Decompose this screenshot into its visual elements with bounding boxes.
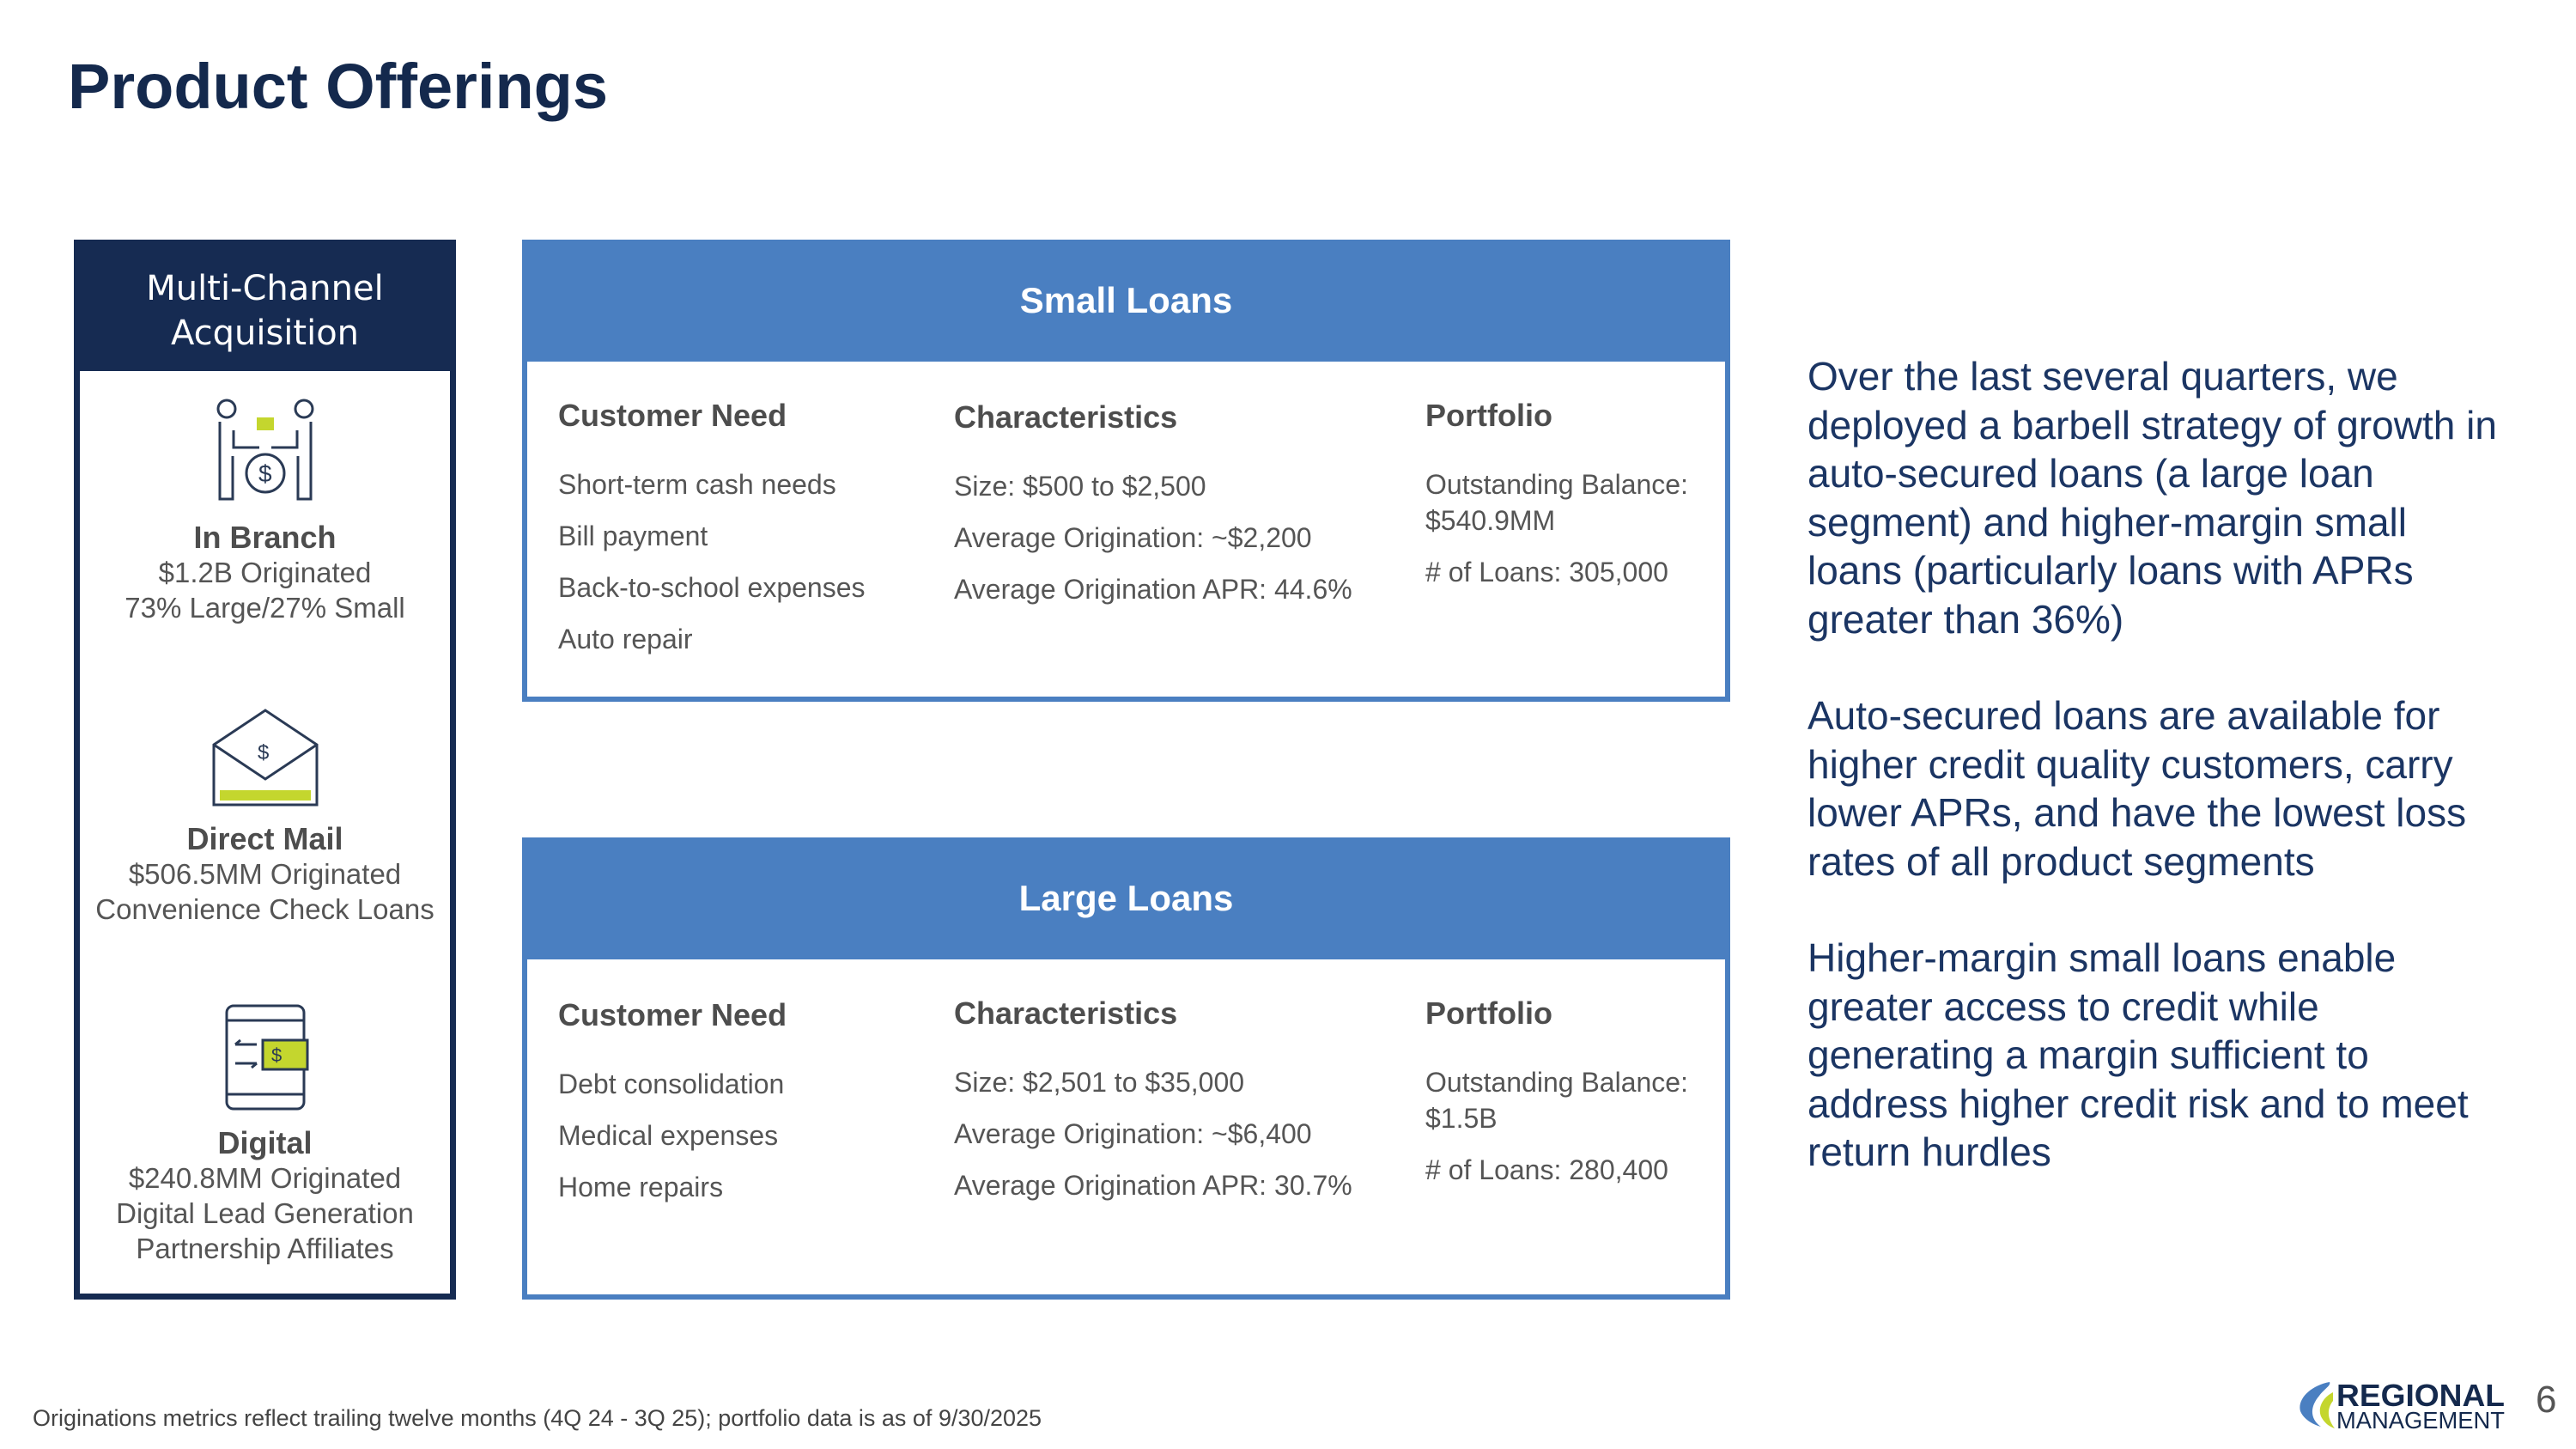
characteristics-column: Characteristics Size: $500 to $2,500 Average Origination: ~$2,200 Average Origination APR: 44.6% [954,399,1352,605]
customer-need-column: Customer Need Short-term cash needs Bill payment Back-to-school expenses Auto repair [558,398,866,654]
card-title: Small Loans [522,240,1730,362]
portfolio-column: Portfolio Outstanding Balance: $540.9MM # of Loans: 305,000 [1425,398,1688,588]
svg-text:$: $ [270,1044,282,1066]
channel-name: Digital [217,1125,313,1160]
customer-need-column: Customer Need Debt consolidation Medical expenses Home repairs [558,997,787,1202]
multi-channel-panel [74,240,456,1300]
footnote: Originations metrics reflect trailing twelve months (4Q 24 - 3Q 25); portfolio data is as of 9/30/2025 [33,1405,1042,1431]
channel-name: In Branch [193,520,337,555]
channel-direct-mail: $ Direct Mail $506.5MM Originated Convenience Check Loans [80,706,450,927]
phone-transfer-icon [210,1002,321,1113]
svg-text:REGIONAL: REGIONAL [2336,1378,2505,1413]
panel-header: Multi-Channel Acquisition [80,246,450,371]
portfolio-column: Portfolio Outstanding Balance: $1.5B # of Loans: 280,400 [1425,995,1688,1185]
characteristics-column: Characteristics Size: $2,501 to $35,000 Average Origination: ~$6,400 Average Origination APR: 30.7% [954,995,1352,1201]
regional-management-logo [2295,1377,2510,1432]
channel-digital: $ Digital $240.8MM Originated Digital Lead Generation Partnership Affiliates [80,1002,450,1266]
svg-text:MANAGEMENT: MANAGEMENT [2336,1407,2505,1432]
large-loans-card [522,837,1730,1300]
channel-name: Direct Mail [186,821,343,856]
small-loans-card [522,240,1730,702]
svg-text:$: $ [257,741,269,764]
page-number: 6 [2536,1379,2557,1421]
page-title: Product Offerings [68,51,609,122]
svg-text:$: $ [258,460,272,487]
channel-in-branch: $ In Branch $1.2B Originated 73% Large/27% Small [80,396,450,625]
commentary-paragraph: Auto-secured loans are available for higher credit quality customers, carry lower APRs, and have the lowest loss rates of all product segments [1807,693,2467,884]
handshake-money-icon [210,396,321,508]
card-title: Large Loans [522,837,1730,959]
commentary [1807,352,2512,1225]
commentary-paragraph: Over the last several quarters, we deployed a barbell strategy of growth in auto-secured loans (a large loan segment) and higher-margin small loans (particularly loans with APRs greater than 36%) [1807,354,2497,642]
envelope-money-icon [210,706,321,809]
commentary-paragraph: Higher-margin small loans enable greater access to credit while generating a margin sufficient to address higher credit risk and to meet return hurdles [1807,935,2469,1174]
